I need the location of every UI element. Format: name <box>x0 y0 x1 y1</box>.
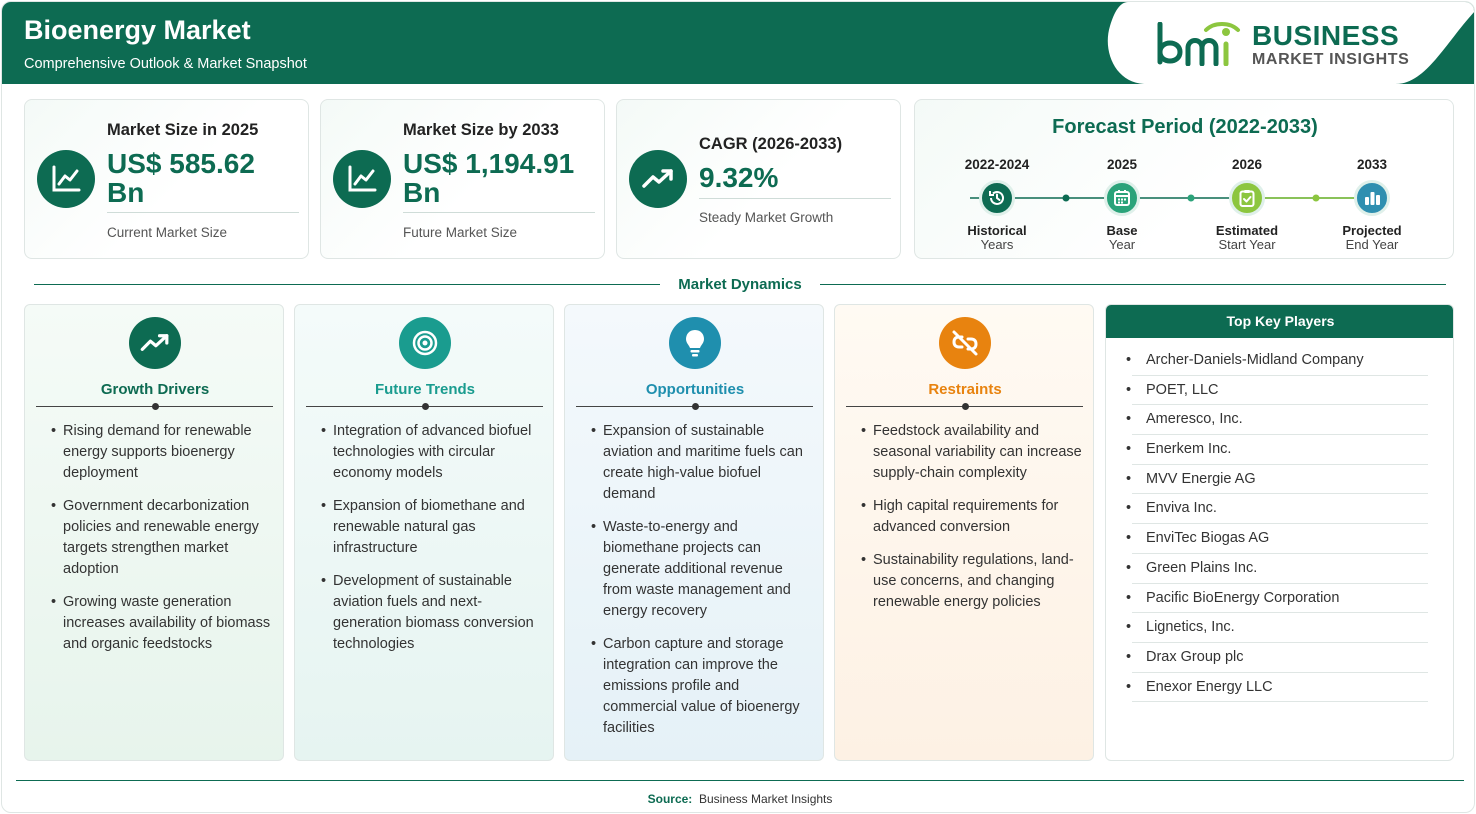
history-icon <box>979 180 1015 216</box>
future-trends-panel <box>294 304 554 761</box>
logo <box>1106 2 1475 84</box>
list-item: • EnviTec Biogas AG <box>1132 524 1428 554</box>
target-icon <box>399 317 451 369</box>
divider <box>107 212 299 213</box>
forecast-label: Historical <box>967 223 1027 238</box>
stat-caption: Future Market Size <box>403 225 518 240</box>
divider-dot <box>422 403 429 410</box>
stat-value-unit: Bn <box>107 177 145 208</box>
growth-drivers-list <box>53 421 275 667</box>
restraints-list <box>863 421 1085 625</box>
list-item: • Growing waste generation increases availability of biomass and organic feedstocks <box>53 592 275 655</box>
list-item: • Enerkem Inc. <box>1132 435 1428 465</box>
page-subtitle: Comprehensive Outlook & Market Snapshot <box>24 56 307 72</box>
stat-value: US$ 585.62 <box>107 148 255 179</box>
section-title-market-dynamics: Market Dynamics <box>678 276 802 293</box>
panel-title: Growth Drivers <box>100 381 210 398</box>
source-note <box>2 792 1475 806</box>
list-item: • POET, LLC <box>1132 376 1428 406</box>
bmi-logo-icon <box>1154 22 1246 66</box>
divider-dot <box>152 403 159 410</box>
divider-dot <box>692 403 699 410</box>
list-item: • Archer-Daniels-Midland Company <box>1132 346 1428 376</box>
forecast-year: 2026 <box>1231 157 1263 172</box>
line-chart-icon <box>333 150 391 208</box>
forecast-label: Projected <box>1342 223 1402 238</box>
list-item: • Expansion of sustainable aviation and maritime fuels can create high-value biofuel demand <box>593 421 815 505</box>
stat-value: 9.32% <box>699 162 779 193</box>
logo-text-business: BUSINESS <box>1252 20 1400 51</box>
source-label: Source: <box>647 792 693 806</box>
stat-card-market-size-2025 <box>24 99 309 259</box>
stat-value: US$ 1,194.91 <box>403 148 575 179</box>
opportunities-panel <box>564 304 824 761</box>
list-item: • Ameresco, Inc. <box>1132 405 1428 435</box>
logo-text-market-insights: MARKET INSIGHTS <box>1252 51 1410 68</box>
stat-card-cagr <box>616 99 901 259</box>
list-item: • Enexor Energy LLC <box>1132 673 1428 703</box>
forecast-period-card <box>914 99 1454 259</box>
footer-divider <box>16 780 1464 781</box>
forecast-title: Forecast Period (2022-2033) <box>1052 116 1318 138</box>
divider <box>403 212 595 213</box>
bar-chart-icon <box>1354 180 1390 216</box>
players-title: Top Key Players <box>1106 305 1454 338</box>
list-item: • Rising demand for renewable energy supports bioenergy deployment <box>53 421 275 484</box>
panel-title: Opportunities <box>645 381 745 398</box>
list-item: • Green Plains Inc. <box>1132 554 1428 584</box>
page-title: Bioenergy Market <box>24 15 251 45</box>
forecast-label: Base <box>1106 223 1138 238</box>
broken-link-icon <box>939 317 991 369</box>
list-item: • Lignetics, Inc. <box>1132 613 1428 643</box>
divider-dot <box>962 403 969 410</box>
players-list <box>1132 346 1428 702</box>
future-trends-list <box>323 421 545 667</box>
list-item: • Integration of advanced biofuel technologies with circular economy models <box>323 421 545 484</box>
stat-card-market-size-2033 <box>320 99 605 259</box>
divider <box>699 198 891 199</box>
list-item: • Waste-to-energy and biomethane projects can generate additional revenue from waste management and energy recovery <box>593 517 815 622</box>
list-item: • Feedstock availability and seasonal variability can increase supply-chain complexity <box>863 421 1085 484</box>
header-banner <box>2 2 1475 84</box>
forecast-sublabel: Year <box>1108 237 1136 252</box>
list-item: • Pacific BioEnergy Corporation <box>1132 584 1428 614</box>
list-item: • Expansion of biomethane and renewable natural gas infrastructure <box>323 496 545 559</box>
forecast-sublabel: Years <box>980 237 1014 252</box>
forecast-year: 2025 <box>1106 157 1138 172</box>
stat-label: Market Size in 2025 <box>107 121 259 139</box>
list-item: • Drax Group plc <box>1132 643 1428 673</box>
panel-title: Future Trends <box>374 381 475 398</box>
list-item: • MVV Energie AG <box>1132 465 1428 495</box>
restraints-panel <box>834 304 1094 761</box>
line-chart-icon <box>37 150 95 208</box>
list-item: • Carbon capture and storage integration can improve the emissions profile and commercial value of bioenergy facilities <box>593 634 815 739</box>
panel-title: Restraints <box>928 381 1002 398</box>
lightbulb-icon <box>669 317 721 369</box>
forecast-label: Estimated <box>1215 223 1279 238</box>
stat-label: Market Size by 2033 <box>403 121 559 139</box>
infographic-frame <box>1 1 1475 813</box>
stat-caption: Steady Market Growth <box>699 210 834 225</box>
stat-value-unit: Bn <box>403 177 441 208</box>
forecast-sublabel: End Year <box>1345 237 1399 252</box>
trend-up-icon <box>629 150 687 208</box>
list-item: • Enviva Inc. <box>1132 494 1428 524</box>
list-item: • Sustainability regulations, land-use concerns, and changing renewable energy policies <box>863 550 1085 613</box>
calendar-icon <box>1104 180 1140 216</box>
list-item: • Government decarbonization policies and renewable energy targets strengthen market adoption <box>53 496 275 580</box>
forecast-year: 2033 <box>1356 157 1388 172</box>
growth-drivers-panel <box>24 304 284 761</box>
top-key-players-panel <box>1105 304 1454 761</box>
forecast-sublabel: Start Year <box>1218 237 1276 252</box>
list-item: • High capital requirements for advanced conversion <box>863 496 1085 538</box>
stat-caption: Current Market Size <box>107 225 228 240</box>
trend-up-icon <box>129 317 181 369</box>
clipboard-check-icon <box>1229 180 1265 216</box>
list-item: • Development of sustainable aviation fuels and next-generation biomass conversion technologies <box>323 571 545 655</box>
source-value: Business Market Insights <box>698 792 833 806</box>
opportunities-list <box>593 421 815 751</box>
stat-label: CAGR (2026-2033) <box>699 135 843 153</box>
forecast-year: 2022-2024 <box>964 157 1030 172</box>
